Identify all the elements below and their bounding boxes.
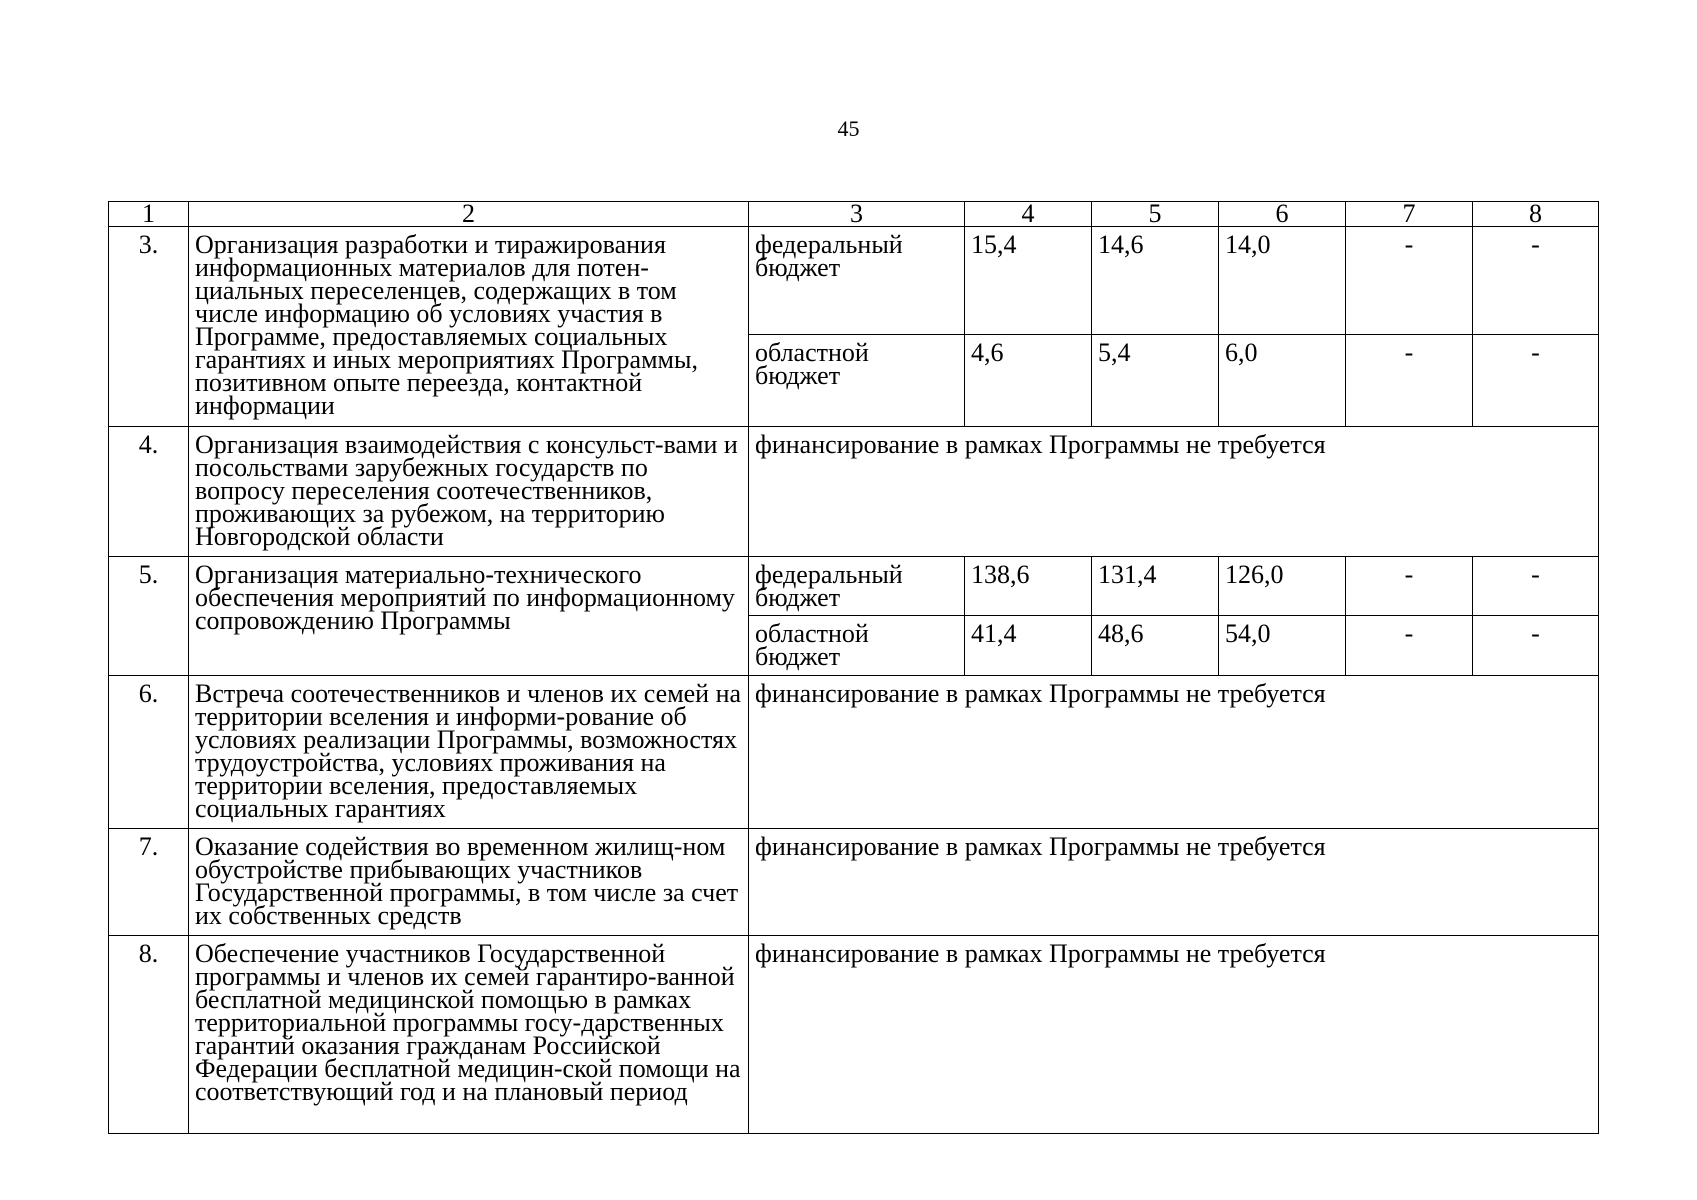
table-row-5-federal [109, 557, 1599, 616]
funding-source: федеральный бюджет [749, 227, 965, 335]
header-cell-2: 2 [189, 202, 749, 227]
funding-source: федеральный бюджет [749, 557, 965, 616]
table-row-4 [109, 427, 1599, 557]
value-col-6: 126,0 [1219, 557, 1346, 616]
value-col-4: 138,6 [965, 557, 1092, 616]
value-col-5: 48,6 [1092, 616, 1219, 676]
event-description: Встреча соотечественников и членов их семей на территории вселения и информи-рование об условиях реализации Программы, возможностях трудоустройства, условиях проживания на территории вселения, предоставляемых социальных гарантиях [189, 676, 749, 829]
value-col-7: - [1346, 335, 1473, 427]
value-col-8: - [1473, 335, 1599, 427]
value-col-7: - [1346, 557, 1473, 616]
header-cell-4: 4 [965, 202, 1092, 227]
header-row [109, 202, 1599, 227]
financing-note: финансирование в рамках Программы не требуется [749, 676, 1599, 829]
funding-source: областной бюджет [749, 616, 965, 676]
table-row-6 [109, 676, 1599, 829]
financing-note: финансирование в рамках Программы не требуется [749, 829, 1599, 936]
value-col-5: 131,4 [1092, 557, 1219, 616]
value-col-4: 15,4 [965, 227, 1092, 335]
header-cell-1: 1 [109, 202, 189, 227]
row-number: 5. [109, 557, 189, 676]
header-cell-8: 8 [1473, 202, 1599, 227]
row-number: 8. [109, 936, 189, 1134]
value-col-6: 6,0 [1219, 335, 1346, 427]
value-col-8: - [1473, 557, 1599, 616]
value-col-7: - [1346, 616, 1473, 676]
event-description: Организация материально-технического обеспечения мероприятий по информационному сопровождению Программы [189, 557, 749, 676]
value-col-7: - [1346, 227, 1473, 335]
event-description: Оказание содействия во временном жилищ-ном обустройстве прибывающих участников Государственной программы, в том числе за счет их собственных средств [189, 829, 749, 936]
funding-source: областной бюджет [749, 335, 965, 427]
value-col-4: 41,4 [965, 616, 1092, 676]
header-cell-5: 5 [1092, 202, 1219, 227]
row-number: 7. [109, 829, 189, 936]
page-number: 45 [837, 116, 860, 141]
table-row-7 [109, 829, 1599, 936]
value-col-6: 54,0 [1219, 616, 1346, 676]
event-description: Организация взаимодействия с консульст-вами и посольствами зарубежных государств по вопросу переселения соотечественников, проживающих за рубежом, на территорию Новгородской области [189, 427, 749, 557]
row-number: 6. [109, 676, 189, 829]
value-col-4: 4,6 [965, 335, 1092, 427]
value-col-8: - [1473, 616, 1599, 676]
value-col-5: 5,4 [1092, 335, 1219, 427]
row-number: 4. [109, 427, 189, 557]
table-row-3-federal [109, 227, 1599, 335]
event-description: Организация разработки и тиражирования информационных материалов для потен-циальных переселенцев, содержащих в том числе информацию об условиях участия в Программе, предоставляемых социальных гарантиях и иных мероприятиях Программы, позитивном опыте переезда, контактной информации [189, 227, 749, 427]
header-cell-7: 7 [1346, 202, 1473, 227]
financing-table [108, 201, 1599, 1134]
financing-note: финансирование в рамках Программы не требуется [749, 936, 1599, 1134]
value-col-8: - [1473, 227, 1599, 335]
value-col-6: 14,0 [1219, 227, 1346, 335]
header-cell-3: 3 [749, 202, 965, 227]
event-description: Обеспечение участников Государственной программы и членов их семей гарантиро-ванной бесплатной медицинской помощью в рамках территориальной программы госу-дарственных гарантий оказания гражданам Российской Федерации бесплатной медицин-ской помощи на соответствующий год и на плановый период [189, 936, 749, 1134]
header-cell-6: 6 [1219, 202, 1346, 227]
value-col-5: 14,6 [1092, 227, 1219, 335]
row-number: 3. [109, 227, 189, 427]
financing-note: финансирование в рамках Программы не требуется [749, 427, 1599, 557]
table-row-8 [109, 936, 1599, 1134]
